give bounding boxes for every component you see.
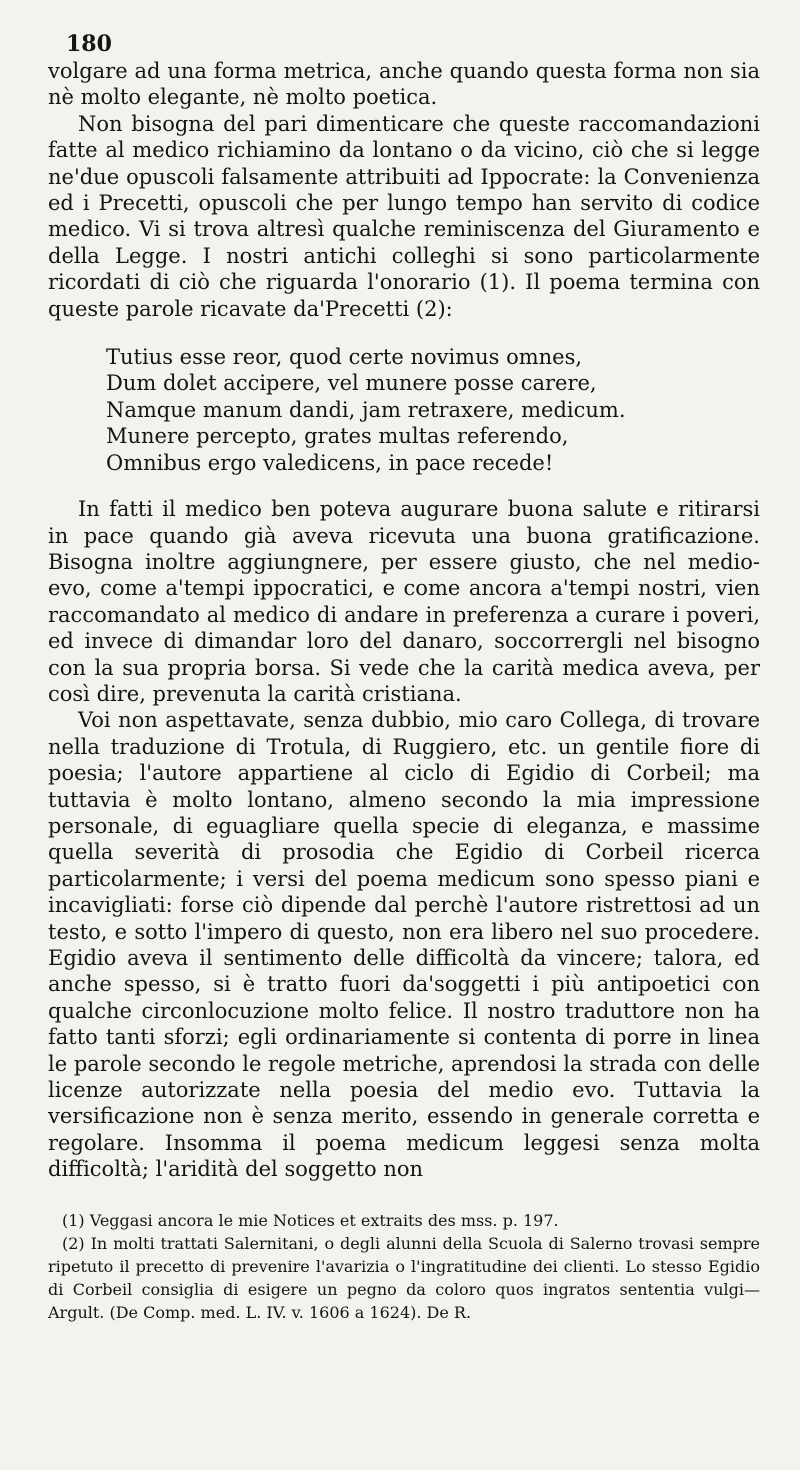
paragraph-3: In fatti il medico ben poteva augurare buona salute e ritirarsi in pace quando già aveva ricevuta una buona gratificazione. Bisogna inoltre aggiungnere, per essere giusto, che nel medio-evo, come a'tempi ippocratici, e come ancora a'tempi nostri, vien raccomandato al medico di andare in preferenza a curare i poveri, ed invece di dimandar loro del danaro, soccorrergli nel bisogno con la sua propria borsa. Si vede che la carità medica aveva, per così dire, prevenuta la carità cristiana. xyxy=(48,497,760,706)
verse-line-2: Dum dolet accipere, vel munere posse carere, xyxy=(106,371,597,396)
verse-line-1: Tutius esse reor, quod certe novimus omnes, xyxy=(106,345,583,370)
verse-line-3: Namque manum dandi, jam retraxere, medicum. xyxy=(106,397,626,422)
paragraph-1: volgare ad una forma metrica, anche quando questa forma non sia nè molto elegante, nè molto poetica. xyxy=(48,59,760,110)
footnotes xyxy=(48,1209,760,1324)
main-text xyxy=(48,58,760,322)
paragraph-4: Voi non aspettavate, senza dubbio, mio caro Collega, di trovare nella traduzione di Trotula, di Ruggiero, etc. un gentile fiore di poesia; l'autore appartiene al ciclo di Egidio di Corbeil; ma tuttavia è molto lontano, almeno secondo la mia impressione personale, di eguagliare quella specie di eleganza, e massime quella severità di prosodia che Egidio di Corbeil ricerca particolarmente; i versi del poema medicum sono spesso piani e incavigliati: forse ciò dipende dal perchè l'autore ristrettosi ad un testo, e sotto l'impero di questo, non era libero nel suo procedere. Egidio aveva il sentimento delle difficoltà da vincere; talora, ed anche spesso, si è tratto fuori da'soggetti i più antipoetici con qualche circonlocuzione molto felice. Il nostro traduttore non ha fatto tanti sforzi; egli ordinariamente si contenta di porre in linea le parole secondo le regole metriche, aprendosi la strada con delle licenze autorizzate nella poesia del medio evo. Tuttavia la versificazione non è senza merito, essendo in generale corretta e regolare. Insomma il poema medicum leggesi senza molta difficoltà; l'aridità del soggetto non xyxy=(48,708,760,1182)
verse-line-5: Omnibus ergo valedicens, in pace recede! xyxy=(106,450,554,475)
footnote-2: (2) In molti trattati Salernitani, o degli alunni della Scuola di Salerno trovasi sempre ripetuto il precetto di prevenire l'avarizia o l'ingratitudine dei clienti. Lo stesso Egidio di Corbeil consiglia di esigere un pegno da coloro quos ingratos sententia vulgi— Argult. (De Comp. med. L. IV. v. 1606 a 1624). De R. xyxy=(48,1233,760,1322)
page-number: 180 xyxy=(66,31,112,57)
verse-quotation xyxy=(106,344,760,476)
footnote-1: (1) Veggasi ancora le mie Notices et extraits des mss. p. 197. xyxy=(62,1210,559,1230)
verse-line-4: Munere percepto, grates multas referendo, xyxy=(106,424,569,449)
paragraph-2: Non bisogna del pari dimenticare che queste raccomandazioni fatte al medico richiamino da lontano o da vicino, ciò che si legge ne'due opuscoli falsamente attribuiti ad Ippocrate: la Convenienza ed i Precetti, opuscoli che per lungo tempo han servito di codice medico. Vi si trova altresì qualche reminiscenza del Giuramento e della Legge. I nostri antichi colleghi si sono particolarmente ricordati di ciò che riguarda l'onorario (1). Il poema termina con queste parole ricavate da'Precetti (2): xyxy=(48,111,760,321)
main-text-continued xyxy=(48,496,760,1183)
